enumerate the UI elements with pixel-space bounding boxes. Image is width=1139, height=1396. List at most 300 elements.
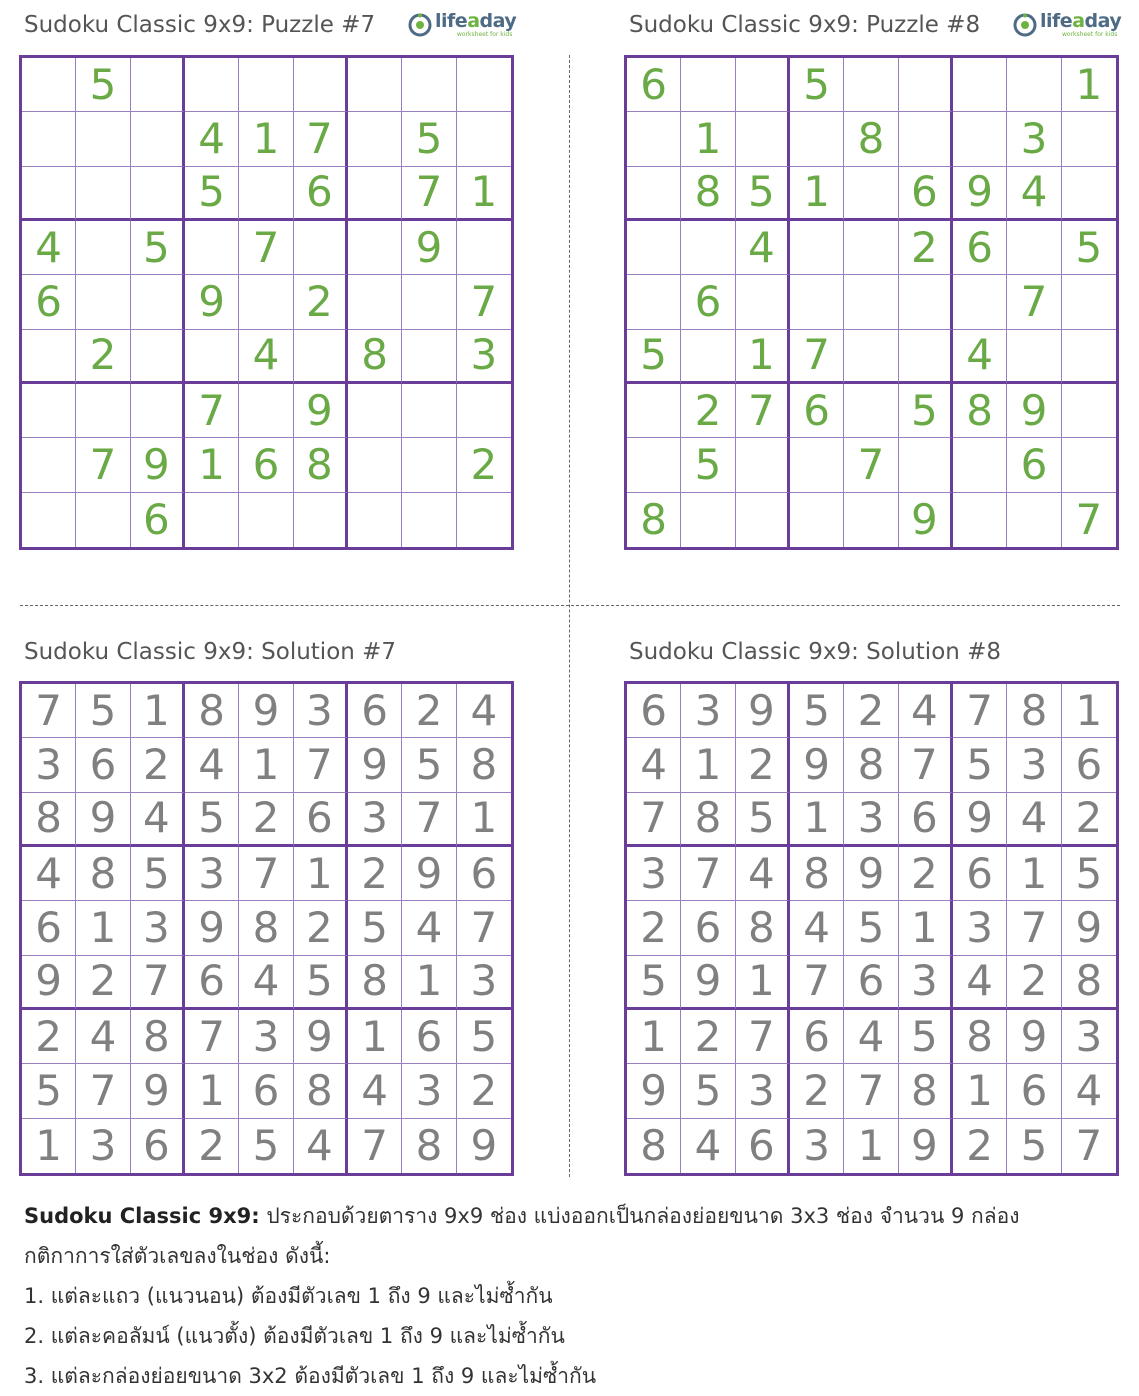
solution-7-cell: 8 — [22, 793, 76, 847]
puzzle-8-cell — [790, 275, 844, 329]
solution-7-cell: 1 — [22, 1119, 76, 1173]
puzzle-7-cell — [402, 275, 456, 329]
solution-7-cell: 7 — [185, 1010, 239, 1064]
puzzle-8-cell — [899, 330, 953, 384]
solution-8-cell: 3 — [681, 684, 735, 738]
solution-7-cell: 5 — [348, 901, 402, 955]
puzzle-7-cell: 5 — [131, 221, 185, 275]
solution-7-cell: 2 — [185, 1119, 239, 1173]
solution-8-cell: 9 — [627, 1064, 681, 1118]
puzzle-8-cell: 3 — [1007, 112, 1061, 166]
puzzle-8-cell: 8 — [627, 493, 681, 547]
solution-8-cell: 5 — [844, 901, 898, 955]
puzzle-7-cell — [239, 384, 293, 438]
solution-8-cell: 4 — [1007, 793, 1061, 847]
solution-8-cell: 8 — [681, 793, 735, 847]
solution-8-cell: 9 — [953, 793, 1007, 847]
puzzle-8-cell — [1062, 112, 1116, 166]
solution-7-cell: 6 — [402, 1010, 456, 1064]
puzzle-8-cell: 7 — [1075, 494, 1103, 544]
solution-8-cell: 3 — [1062, 1010, 1116, 1064]
solution-7-cell: 7 — [294, 738, 348, 792]
solution-7-cell: 1 — [457, 793, 511, 847]
solution-7-cell: 1 — [131, 684, 185, 738]
puzzle-7-cell: 6 — [294, 167, 348, 221]
puzzle-7-cell: 7 — [185, 384, 239, 438]
puzzle-8-cell — [627, 438, 681, 492]
solution-7-cell: 4 — [76, 1010, 130, 1064]
puzzle-7-cell — [294, 493, 348, 547]
solution-7-cell: 7 — [131, 956, 185, 1010]
puzzle-8-cell: 9 — [953, 167, 1007, 221]
puzzle-8-cell — [899, 58, 953, 112]
puzzle-7-cell: 5 — [185, 167, 239, 221]
solution-8-cell: 9 — [681, 956, 735, 1010]
puzzle-7-cell: 9 — [131, 438, 185, 492]
solution-8-cell: 2 — [1062, 793, 1116, 847]
solution-8-cell: 4 — [899, 684, 953, 738]
solution-8-cell: 4 — [953, 956, 1007, 1010]
puzzle-7-cell — [348, 384, 402, 438]
puzzle-8-cell: 8 — [844, 112, 898, 166]
puzzle-8-cell — [1062, 438, 1116, 492]
logo-tagline: worksheet for kids — [1062, 31, 1118, 38]
solution-7-cell: 6 — [76, 738, 130, 792]
solution-7-cell: 9 — [22, 956, 76, 1010]
solution-7-cell: 9 — [294, 1010, 348, 1064]
solution-8-cell: 9 — [1007, 1010, 1061, 1064]
solution-8-cell: 6 — [899, 793, 953, 847]
puzzle-7-cell — [239, 275, 293, 329]
puzzle-7-cell — [76, 167, 130, 221]
puzzle-7-cell — [402, 493, 456, 547]
solution-7-cell: 4 — [131, 793, 185, 847]
solution-7-cell: 2 — [402, 684, 456, 738]
solution-7-cell: 7 — [22, 684, 76, 738]
puzzle-7-cell — [131, 58, 185, 112]
solution-7-cell: 5 — [76, 684, 130, 738]
puzzle-8-cell — [627, 112, 681, 166]
puzzle-7-cell: 6 — [239, 438, 293, 492]
puzzle-8-cell: 5 — [627, 330, 681, 384]
solution-7-cell: 9 — [348, 738, 402, 792]
solution-7-cell: 8 — [402, 1119, 456, 1173]
solution-7-cell: 6 — [22, 901, 76, 955]
puzzle-8-cell — [844, 221, 898, 275]
puzzle-8-cell: 8 — [953, 384, 1007, 438]
puzzle-7-cell — [239, 493, 293, 547]
solution-7-cell: 3 — [239, 1010, 293, 1064]
puzzle-7-cell — [76, 493, 130, 547]
solution-8-cell: 8 — [1062, 956, 1116, 1010]
puzzle-7-cell — [294, 58, 348, 112]
solution-7-cell: 8 — [185, 684, 239, 738]
puzzle-7-cell: 4 — [185, 112, 239, 166]
puzzle-8-cell — [1062, 167, 1116, 221]
solution-8-cell: 3 — [736, 1064, 790, 1118]
solution-7-cell: 8 — [348, 956, 402, 1010]
puzzle-8-cell — [844, 330, 898, 384]
solution-7-cell: 6 — [239, 1064, 293, 1118]
lifeaday-logo-icon — [1013, 13, 1037, 37]
puzzle-8-cell: 9 — [1007, 384, 1061, 438]
puzzle-7-cell — [185, 58, 239, 112]
puzzle-8-cell — [790, 438, 844, 492]
solution-7-cell: 9 — [131, 1064, 185, 1118]
puzzle-7-cell — [402, 330, 456, 384]
solution-8-cell: 4 — [790, 901, 844, 955]
puzzle-7-cell — [22, 58, 76, 112]
puzzle-7-cell: 2 — [457, 438, 511, 492]
solution-7-cell: 2 — [76, 956, 130, 1010]
solution-8-cell: 2 — [844, 684, 898, 738]
solution-8-cell: 5 — [681, 1064, 735, 1118]
solution-8-cell: 7 — [627, 793, 681, 847]
solution-8-cell: 4 — [844, 1010, 898, 1064]
solution-7-cell: 9 — [470, 1120, 498, 1170]
puzzle-7-cell: 7 — [457, 275, 511, 329]
solution-8-cell: 8 — [899, 1064, 953, 1118]
solution-8-cell: 8 — [953, 1010, 1007, 1064]
solution-8-cell: 3 — [899, 956, 953, 1010]
puzzle-8-cell: 6 — [681, 275, 735, 329]
solution-8-cell: 3 — [953, 901, 1007, 955]
puzzle-7-cell: 4 — [22, 221, 76, 275]
puzzle-7-cell — [294, 330, 348, 384]
rule-item-2: 2. แต่ละคอลัมน์ (แนวตั้ง) ต้องมีตัวเลข 1 ถึง 9 และไม่ซ้ำกัน — [24, 1324, 565, 1348]
puzzle-7-cell: 7 — [402, 167, 456, 221]
puzzle-7-cell — [294, 221, 348, 275]
solution-8-cell: 1 — [953, 1064, 1007, 1118]
puzzle-7-cell: 5 — [76, 58, 130, 112]
solution-7-cell: 2 — [131, 738, 185, 792]
solution-8-cell: 8 — [790, 847, 844, 901]
solution-8-cell: 2 — [736, 738, 790, 792]
solution-7-cell: 2 — [239, 793, 293, 847]
solution-7-cell: 6 — [348, 684, 402, 738]
rules-intro-2: กติกาการใส่ตัวเลขลงในช่อง ดังนี้: — [24, 1244, 331, 1268]
solution-7-grid — [19, 681, 514, 1176]
puzzle-8-cell — [844, 167, 898, 221]
solution-7-cell: 7 — [239, 847, 293, 901]
puzzle-8-cell — [736, 112, 790, 166]
logo-wordmark: lifeaday — [1040, 10, 1122, 32]
solution-7-cell: 6 — [131, 1119, 185, 1173]
puzzle-7-cell — [22, 493, 76, 547]
solution-8-cell: 3 — [1007, 738, 1061, 792]
solution-8-cell: 3 — [844, 793, 898, 847]
solution-7-cell: 5 — [22, 1064, 76, 1118]
puzzle-8-cell: 7 — [736, 384, 790, 438]
solution-7-cell: 6 — [185, 956, 239, 1010]
solution-7-cell: 1 — [348, 1010, 402, 1064]
solution-8-cell: 8 — [1007, 684, 1061, 738]
solution-8-cell: 9 — [736, 684, 790, 738]
puzzle-7-cell — [76, 384, 130, 438]
puzzle-7-cell: 6 — [22, 275, 76, 329]
solution-7-cell: 9 — [185, 901, 239, 955]
puzzle-7-cell — [22, 438, 76, 492]
puzzle-8-cell — [681, 58, 735, 112]
puzzle-8-cell — [1062, 275, 1116, 329]
solution-8-cell: 2 — [899, 847, 953, 901]
solution-8-cell: 6 — [844, 956, 898, 1010]
solution-8-cell: 7 — [953, 684, 1007, 738]
puzzle-8-cell — [1062, 330, 1116, 384]
puzzle-8-cell — [953, 493, 1007, 547]
solution-8-cell: 5 — [627, 956, 681, 1010]
solution-8-cell: 1 — [627, 1010, 681, 1064]
rules-section — [24, 1196, 1124, 1396]
puzzle-8-cell — [1007, 330, 1061, 384]
puzzle-7-cell — [457, 221, 511, 275]
puzzle-7-cell — [402, 384, 456, 438]
puzzle-8-cell: 6 — [790, 384, 844, 438]
solution-8-cell: 5 — [790, 684, 844, 738]
solution-7-cell: 3 — [76, 1119, 130, 1173]
puzzle-7-cell — [239, 58, 293, 112]
puzzle-8-cell: 6 — [1007, 438, 1061, 492]
solution-7-cell: 3 — [402, 1064, 456, 1118]
puzzle-7-title: Sudoku Classic 9x9: Puzzle #7 — [24, 12, 376, 38]
solution-7-cell: 5 — [239, 1119, 293, 1173]
puzzle-7-cell — [348, 275, 402, 329]
solution-8-cell: 7 — [790, 956, 844, 1010]
solution-8-cell: 7 — [1007, 901, 1061, 955]
solution-7-cell: 1 — [76, 901, 130, 955]
solution-7-cell: 9 — [402, 847, 456, 901]
solution-8-cell: 1 — [844, 1119, 898, 1173]
puzzle-7-cell — [457, 58, 511, 112]
puzzle-7-cell — [131, 112, 185, 166]
solution-8-cell: 4 — [681, 1119, 735, 1173]
solution-7-cell: 7 — [348, 1119, 402, 1173]
solution-8-cell: 6 — [790, 1010, 844, 1064]
solution-7-cell: 5 — [185, 793, 239, 847]
solution-8-cell: 3 — [790, 1119, 844, 1173]
logo-tagline: worksheet for kids — [457, 31, 513, 38]
puzzle-8-cell — [790, 112, 844, 166]
puzzle-7-cell — [131, 275, 185, 329]
solution-7-cell: 3 — [185, 847, 239, 901]
solution-7-cell: 3 — [131, 901, 185, 955]
puzzle-7-cell — [348, 58, 402, 112]
solution-8-cell: 3 — [627, 847, 681, 901]
solution-7-cell: 2 — [457, 1064, 511, 1118]
puzzle-8-cell: 2 — [899, 221, 953, 275]
puzzle-8-cell — [681, 330, 735, 384]
solution-7-cell: 4 — [239, 956, 293, 1010]
solution-7-cell: 6 — [457, 847, 511, 901]
solution-7-cell: 2 — [294, 901, 348, 955]
horizontal-cut-line — [20, 605, 1120, 606]
puzzle-7-cell: 4 — [239, 330, 293, 384]
solution-7-cell: 8 — [239, 901, 293, 955]
puzzle-8-cell — [736, 438, 790, 492]
solution-8-cell: 6 — [681, 901, 735, 955]
puzzle-7-cell — [22, 112, 76, 166]
puzzle-8-cell: 5 — [681, 438, 735, 492]
solution-8-cell: 9 — [790, 738, 844, 792]
solution-8-cell: 5 — [1007, 1119, 1061, 1173]
puzzle-7-cell: 5 — [402, 112, 456, 166]
solution-8-cell: 6 — [627, 684, 681, 738]
solution-8-cell: 1 — [899, 901, 953, 955]
solution-8-cell: 5 — [899, 1010, 953, 1064]
solution-7-cell: 4 — [185, 738, 239, 792]
puzzle-7-cell — [185, 330, 239, 384]
solution-7-cell: 7 — [457, 901, 511, 955]
puzzle-7-cell: 1 — [185, 438, 239, 492]
puzzle-8-cell: 6 — [627, 58, 681, 112]
solution-8-cell: 9 — [844, 847, 898, 901]
puzzle-7-cell — [457, 112, 511, 166]
puzzle-7-cell: 9 — [294, 384, 348, 438]
puzzle-7-cell: 2 — [76, 330, 130, 384]
solution-8-cell: 8 — [627, 1119, 681, 1173]
solution-7-cell: 1 — [239, 738, 293, 792]
solution-7-cell: 5 — [457, 1010, 511, 1064]
solution-8-cell: 2 — [953, 1119, 1007, 1173]
solution-7-cell: 1 — [185, 1064, 239, 1118]
puzzle-7-cell — [131, 167, 185, 221]
puzzle-7-cell — [185, 493, 239, 547]
puzzle-8-cell — [844, 275, 898, 329]
solution-7-cell: 3 — [22, 738, 76, 792]
puzzle-8-cell — [736, 493, 790, 547]
puzzle-7-cell — [76, 221, 130, 275]
solution-8-grid — [624, 681, 1119, 1176]
solution-7-cell: 8 — [131, 1010, 185, 1064]
solution-7-cell: 2 — [348, 847, 402, 901]
puzzle-7-cell: 9 — [185, 275, 239, 329]
solution-8-cell: 2 — [790, 1064, 844, 1118]
solution-8-cell: 5 — [1062, 847, 1116, 901]
solution-8-cell: 6 — [1007, 1064, 1061, 1118]
solution-7-cell: 4 — [22, 847, 76, 901]
puzzle-7-cell: 8 — [294, 438, 348, 492]
solution-7-cell: 7 — [402, 793, 456, 847]
lifeaday-logo-icon — [408, 13, 432, 37]
solution-7-cell: 3 — [457, 956, 511, 1010]
solution-7-cell: 5 — [294, 956, 348, 1010]
solution-8-cell: 4 — [627, 738, 681, 792]
puzzle-8-cell — [681, 221, 735, 275]
solution-8-cell: 2 — [627, 901, 681, 955]
solution-7-cell: 9 — [76, 793, 130, 847]
solution-7-cell: 8 — [294, 1064, 348, 1118]
rules-intro-line — [24, 1196, 1124, 1236]
solution-8-cell: 2 — [681, 1010, 735, 1064]
puzzle-7-cell — [348, 221, 402, 275]
puzzle-8-cell — [627, 221, 681, 275]
puzzle-7-cell — [348, 167, 402, 221]
puzzle-7-cell: 2 — [294, 275, 348, 329]
puzzle-7-cell — [76, 275, 130, 329]
puzzle-7-cell — [22, 330, 76, 384]
puzzle-8-cell: 9 — [899, 493, 953, 547]
solution-8-cell: 5 — [736, 793, 790, 847]
puzzle-8-cell — [844, 58, 898, 112]
puzzle-8-cell — [899, 275, 953, 329]
puzzle-8-cell — [844, 493, 898, 547]
solution-8-cell: 1 — [736, 956, 790, 1010]
puzzle-7-cell: 6 — [131, 493, 185, 547]
solution-8-cell: 1 — [1062, 684, 1116, 738]
puzzle-8-cell — [844, 384, 898, 438]
puzzle-8-cell — [899, 438, 953, 492]
puzzle-7-cell — [131, 330, 185, 384]
solution-7-cell: 6 — [294, 793, 348, 847]
solution-8-cell: 8 — [736, 901, 790, 955]
solution-8-cell: 9 — [899, 1119, 953, 1173]
puzzle-7-grid — [19, 55, 514, 550]
puzzle-8-cell — [953, 58, 1007, 112]
solution-7-cell: 4 — [348, 1064, 402, 1118]
puzzle-7-cell: 8 — [348, 330, 402, 384]
puzzle-8-cell — [953, 438, 1007, 492]
puzzle-8-cell: 5 — [1062, 221, 1116, 275]
solution-8-cell: 5 — [953, 738, 1007, 792]
puzzle-8-cell: 1 — [736, 330, 790, 384]
rules-heading: Sudoku Classic 9x9: — [24, 1204, 260, 1228]
puzzle-8-cell: 7 — [790, 330, 844, 384]
puzzle-7-cell: 7 — [294, 112, 348, 166]
puzzle-8-cell: 5 — [790, 58, 844, 112]
solution-8-cell: 4 — [1062, 1064, 1116, 1118]
puzzle-8-cell: 4 — [736, 221, 790, 275]
solution-7-cell: 3 — [348, 793, 402, 847]
puzzle-8-cell: 1 — [681, 112, 735, 166]
vertical-cut-line — [569, 55, 570, 1177]
solution-7-cell: 8 — [457, 738, 511, 792]
puzzle-8-cell: 7 — [844, 438, 898, 492]
solution-8-cell: 7 — [681, 847, 735, 901]
puzzle-7-cell: 1 — [457, 167, 511, 221]
solution-8-cell: 7 — [899, 738, 953, 792]
puzzle-8-grid — [624, 55, 1119, 550]
puzzle-8-cell: 6 — [953, 221, 1007, 275]
puzzle-7-cell — [185, 221, 239, 275]
solution-8-cell: 1 — [1007, 847, 1061, 901]
puzzle-8-cell: 5 — [899, 384, 953, 438]
puzzle-7-cell: 7 — [76, 438, 130, 492]
solution-8-cell: 4 — [736, 847, 790, 901]
puzzle-7-cell: 7 — [239, 221, 293, 275]
puzzle-7-cell: 1 — [239, 112, 293, 166]
solution-7-cell: 4 — [294, 1119, 348, 1173]
solution-8-cell: 7 — [844, 1064, 898, 1118]
puzzle-8-cell: 4 — [953, 330, 1007, 384]
puzzle-8-cell — [790, 221, 844, 275]
solution-7-cell: 7 — [76, 1064, 130, 1118]
rule-item-1: 1. แต่ละแถว (แนวนอน) ต้องมีตัวเลข 1 ถึง 9 และไม่ซ้ำกัน — [24, 1284, 553, 1308]
solution-7-title: Sudoku Classic 9x9: Solution #7 — [24, 639, 397, 665]
puzzle-8-cell: 5 — [736, 167, 790, 221]
puzzle-7-cell — [22, 167, 76, 221]
solution-8-cell: 6 — [1062, 738, 1116, 792]
solution-8-cell: 6 — [953, 847, 1007, 901]
puzzle-8-cell — [736, 275, 790, 329]
puzzle-7-cell — [348, 493, 402, 547]
solution-8-cell: 6 — [736, 1119, 790, 1173]
lifeaday-logo — [1013, 11, 1121, 38]
solution-8-cell: 1 — [790, 793, 844, 847]
puzzle-7-cell — [348, 438, 402, 492]
logo-wordmark: lifeaday — [435, 10, 517, 32]
rule-item-3: 3. แต่ละกล่องย่อยขนาด 3x2 ต้องมีตัวเลข 1 ถึง 9 และไม่ซ้ำกัน — [24, 1364, 597, 1388]
puzzle-7-cell — [457, 384, 511, 438]
